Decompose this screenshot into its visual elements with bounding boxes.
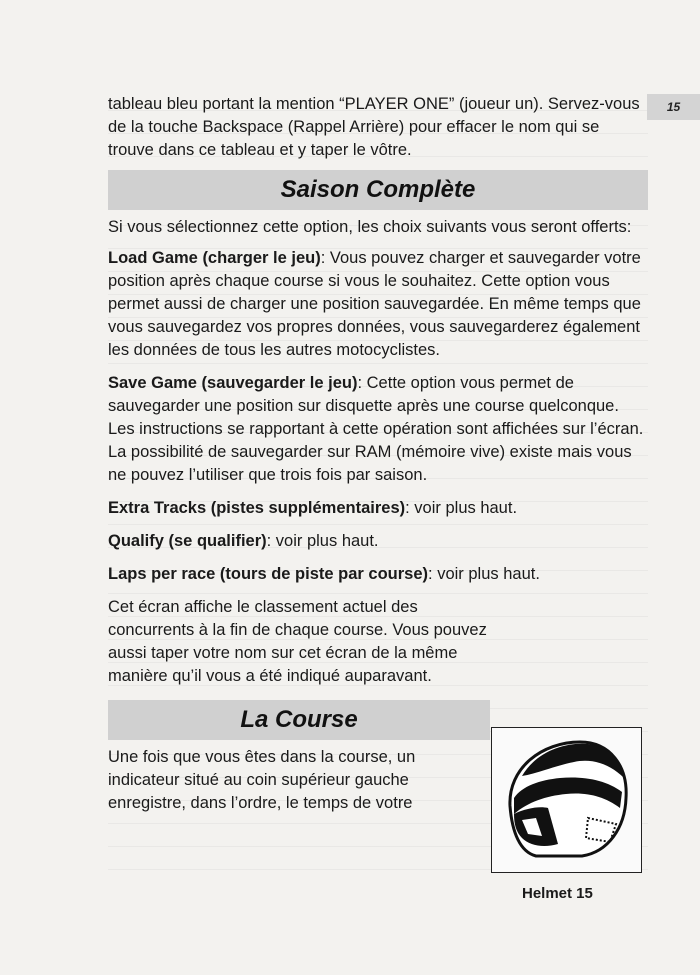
option-qualify (108, 530, 648, 553)
course-paragraph: Une fois que vous êtes dans la course, un indicateur situé au coin supérieur gauche enregistre, dans l’ordre, le temps de votre (108, 748, 416, 812)
option-term: Extra Tracks (pistes supplémentaires) (108, 499, 406, 517)
page-body (108, 93, 648, 823)
option-text: : Cette option vous permet de sauvegarder une position sur disquette après une course quelconque. Les instructions se rapportant à cette opération sont affichées sur l’écran. La possibilité de sauvegarder sur RAM (mémoire vive) existe mais vous ne pouvez l’utiliser que trois fois par saison. (108, 374, 644, 484)
option-term: Load Game (charger le jeu) (108, 249, 321, 267)
option-term: Save Game (sauvegarder le jeu) (108, 374, 358, 392)
option-text: : voir plus haut. (405, 499, 518, 517)
section-heading-saison: Saison Complète (108, 170, 648, 210)
option-extra-tracks (108, 497, 648, 520)
option-save-game (108, 372, 648, 487)
option-term: Laps per race (tours de piste par course) (108, 565, 429, 583)
option-text: : Vous pouvez charger et sauvegarder votre position après chaque course si vous le souhaitez. Cette option vous permet aussi de charger une position sauvegardée. En même temps que vous sauvegardez vos propres données, vous sauvegarderez également les données de tous les autres motocyclistes. (108, 249, 641, 359)
helmet-icon (492, 728, 640, 871)
section-heading-course: La Course (108, 700, 490, 740)
option-text: : voir plus haut. (266, 532, 379, 550)
figure-caption: Helmet 15 (522, 885, 593, 902)
helmet-figure (491, 727, 642, 873)
page-number-tab: 15 (647, 94, 700, 120)
option-term: Qualify (se qualifier) (108, 532, 267, 550)
intro-paragraph: tableau bleu portant la mention “PLAYER ONE” (joueur un). Servez-vous de la touche Backspace (Rappel Arrière) pour effacer le nom qui se trouve dans ce tableau et y taper le vôtre. (108, 95, 640, 159)
option-load-game (108, 247, 648, 362)
option-laps-per-race (108, 563, 648, 586)
closing-paragraph: Cet écran affiche le classement actuel des concurrents à la fin de chaque course. Vous pouvez aussi taper votre nom sur cet écran de la même manière qu’il vous a été indiqué auparavant. (108, 598, 487, 685)
section-intro: Si vous sélectionnez cette option, les choix suivants vous seront offerts: (108, 218, 632, 236)
option-text: : voir plus haut. (428, 565, 540, 583)
